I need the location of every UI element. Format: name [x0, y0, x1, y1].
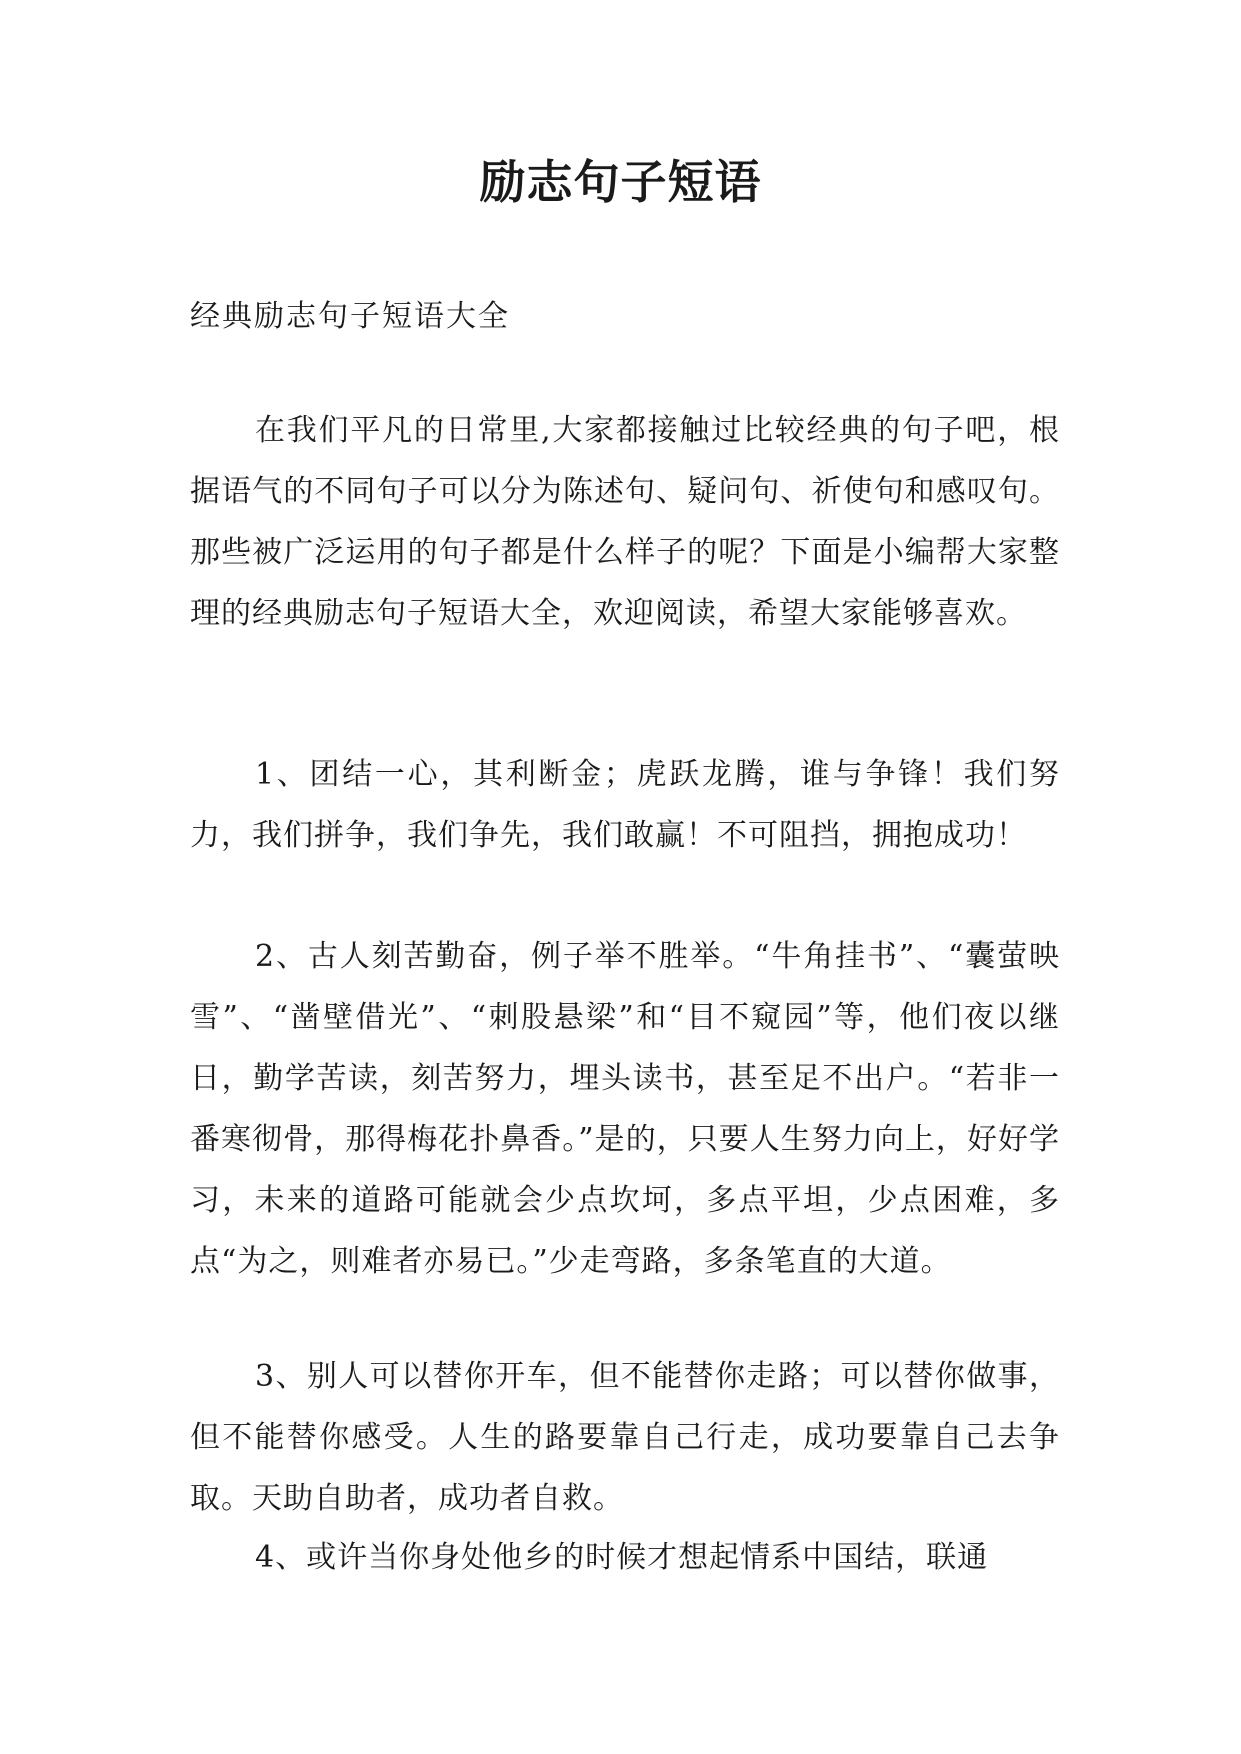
- quote-paragraph-4: 4、或许当你身处他乡的时候才想起情系中国结，联通: [255, 1540, 989, 1575]
- document-title: 励志句子短语: [479, 155, 762, 209]
- intro-paragraph: 在我们平凡的日常里,大家都接触过比较经典的句子吧，根据语气的不同句子可以分为陈述句、疑问句、祈使句和感叹句。那些被广泛运用的句子都是什么样子的呢？下面是小编帮大家整理的经典励志句子短语大全，欢迎阅读，希望大家能够喜欢。: [190, 413, 1060, 631]
- document-subtitle: 经典励志句子短语大全: [190, 299, 510, 334]
- quote-paragraph-1: 1、团结一心，其利断金；虎跃龙腾，谁与争锋！我们努力，我们拼争，我们争先，我们敢赢！不可阻挡，拥抱成功！: [190, 757, 1060, 853]
- quote-paragraph-3: 3、别人可以替你开车，但不能替你走路；可以替你做事，但不能替你感受。人生的路要靠自己行走，成功要靠自己去争取。天助自助者，成功者自救。: [190, 1359, 1060, 1516]
- quote-paragraph-2: 2、古人刻苦勤奋，例子举不胜举。“牛角挂书”、“囊萤映雪”、“凿壁借光”、“刺股悬梁”和“目不窥园”等，他们夜以继日，勤学苦读，刻苦努力，埋头读书，甚至足不出户。“若非一番寒彻骨，那得梅花扑鼻香。”是的，只要人生努力向上，好好学习，未来的道路可能就会少点坎坷，多点平坦，少点困难，多点“为之，则难者亦易已。”少走弯路，多条笔直的大道。: [190, 939, 1060, 1279]
